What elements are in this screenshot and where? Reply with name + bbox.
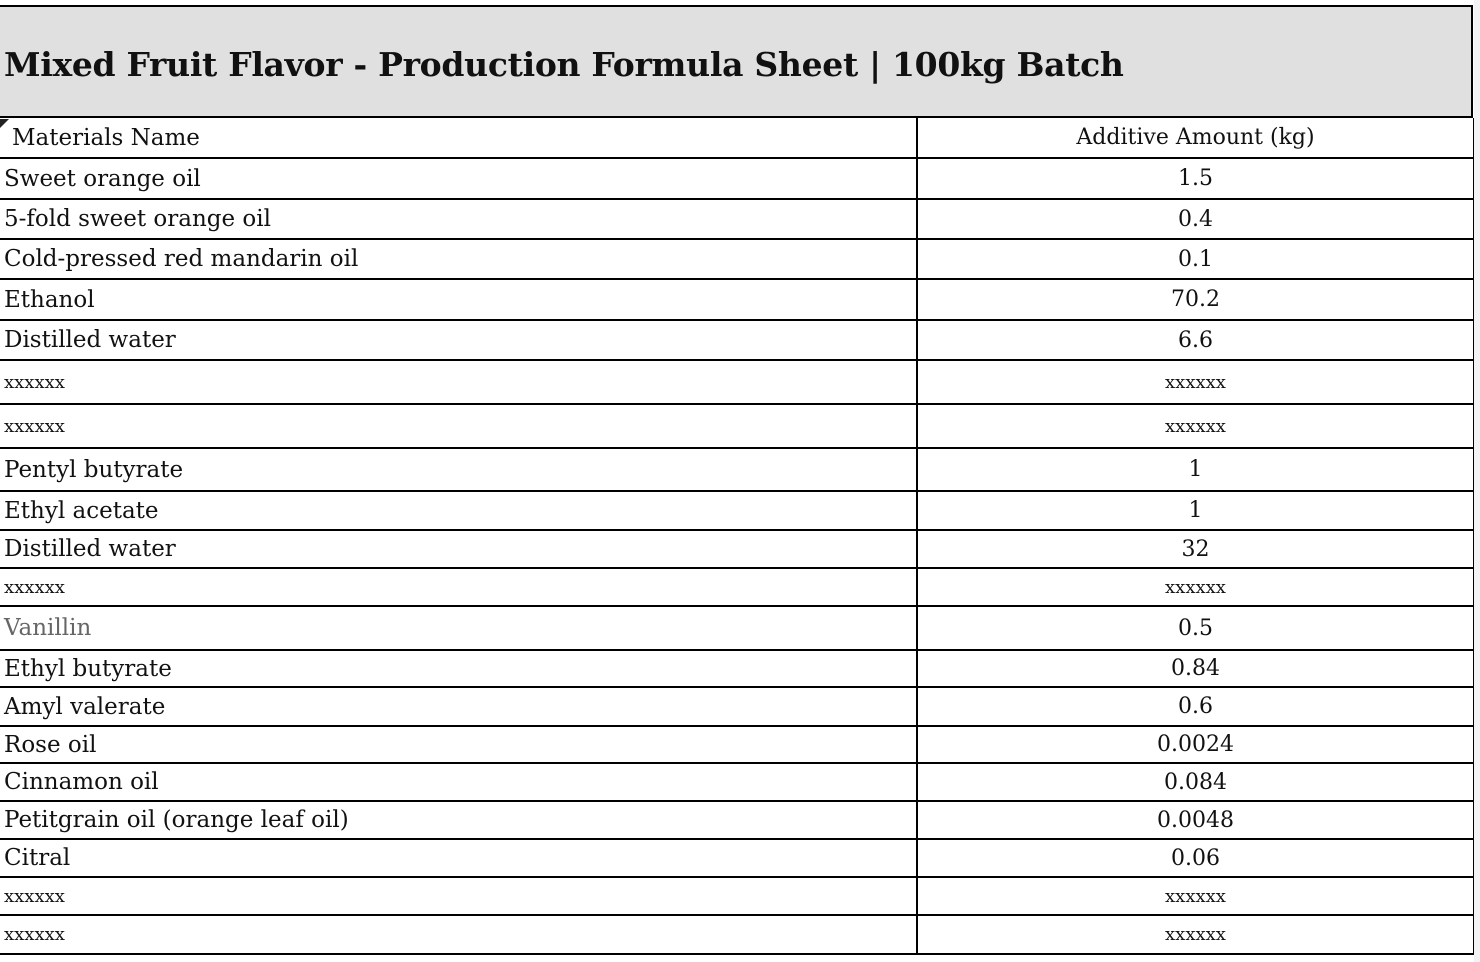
- material-name-cell[interactable]: xxxxxx: [0, 404, 917, 448]
- header-additive-amount[interactable]: Additive Amount (kg): [917, 118, 1474, 158]
- material-name-cell[interactable]: 5-fold sweet orange oil: [0, 199, 917, 239]
- additive-amount-cell[interactable]: 0.084: [917, 763, 1474, 801]
- additive-amount-cell[interactable]: 0.06: [917, 839, 1474, 877]
- table-row: [0, 199, 1474, 239]
- material-name-cell[interactable]: Vanillin: [0, 606, 917, 650]
- material-name-cell[interactable]: Cinnamon oil: [0, 763, 917, 801]
- material-name-cell[interactable]: Ethyl acetate: [0, 491, 917, 530]
- table-row: [0, 279, 1474, 320]
- header-materials-name[interactable]: Materials Name: [0, 118, 917, 158]
- additive-amount-cell[interactable]: 0.84: [917, 650, 1474, 687]
- sheet-edge: [1474, 0, 1480, 962]
- additive-amount-cell[interactable]: 6.6: [917, 320, 1474, 360]
- table-row: [0, 239, 1474, 279]
- sheet-title[interactable]: Mixed Fruit Flavor - Production Formula Sheet | 100kg Batch: [4, 45, 1124, 84]
- additive-amount-cell[interactable]: 1: [917, 491, 1474, 530]
- material-name-cell[interactable]: Distilled water: [0, 320, 917, 360]
- table-row: [0, 158, 1474, 199]
- additive-amount-cell[interactable]: 1: [917, 448, 1474, 491]
- additive-amount-cell[interactable]: 0.1: [917, 239, 1474, 279]
- table-row: [0, 491, 1474, 530]
- table-header-row: [0, 118, 1474, 158]
- material-name-cell[interactable]: xxxxxx: [0, 915, 917, 954]
- additive-amount-cell[interactable]: 0.0024: [917, 726, 1474, 763]
- table-row: [0, 568, 1474, 606]
- material-name-cell[interactable]: Sweet orange oil: [0, 158, 917, 199]
- table-row: [0, 687, 1474, 726]
- additive-amount-cell[interactable]: 0.0048: [917, 801, 1474, 839]
- table-row: [0, 360, 1474, 404]
- material-name-cell[interactable]: Petitgrain oil (orange leaf oil): [0, 801, 917, 839]
- additive-amount-cell[interactable]: 0.4: [917, 199, 1474, 239]
- table-row: [0, 448, 1474, 491]
- additive-amount-cell[interactable]: 32: [917, 530, 1474, 568]
- additive-amount-cell[interactable]: xxxxxx: [917, 360, 1474, 404]
- table-row: [0, 839, 1474, 877]
- material-name-cell[interactable]: xxxxxx: [0, 568, 917, 606]
- material-name-cell[interactable]: xxxxxx: [0, 360, 917, 404]
- table-row: [0, 320, 1474, 360]
- additive-amount-cell[interactable]: 70.2: [917, 279, 1474, 320]
- material-name-cell[interactable]: Amyl valerate: [0, 687, 917, 726]
- table-row: [0, 606, 1474, 650]
- material-name-cell[interactable]: Pentyl butyrate: [0, 448, 917, 491]
- title-bar: [0, 5, 1473, 118]
- table-row: [0, 801, 1474, 839]
- material-name-cell[interactable]: Rose oil: [0, 726, 917, 763]
- material-name-cell[interactable]: Citral: [0, 839, 917, 877]
- additive-amount-cell[interactable]: xxxxxx: [917, 568, 1474, 606]
- material-name-cell[interactable]: Cold-pressed red mandarin oil: [0, 239, 917, 279]
- material-name-cell[interactable]: xxxxxx: [0, 877, 917, 915]
- additive-amount-cell[interactable]: 1.5: [917, 158, 1474, 199]
- material-name-cell[interactable]: Ethyl butyrate: [0, 650, 917, 687]
- table-row: [0, 763, 1474, 801]
- table-row: [0, 915, 1474, 954]
- material-name-cell[interactable]: Distilled water: [0, 530, 917, 568]
- table-row: [0, 877, 1474, 915]
- table-row: [0, 726, 1474, 763]
- additive-amount-cell[interactable]: xxxxxx: [917, 915, 1474, 954]
- additive-amount-cell[interactable]: 0.6: [917, 687, 1474, 726]
- additive-amount-cell[interactable]: xxxxxx: [917, 404, 1474, 448]
- cell-comment-marker: [0, 119, 9, 128]
- material-name-cell[interactable]: Ethanol: [0, 279, 917, 320]
- table-row: [0, 650, 1474, 687]
- table-row: [0, 404, 1474, 448]
- additive-amount-cell[interactable]: 0.5: [917, 606, 1474, 650]
- table-row: [0, 530, 1474, 568]
- formula-table: [0, 118, 1475, 955]
- additive-amount-cell[interactable]: xxxxxx: [917, 877, 1474, 915]
